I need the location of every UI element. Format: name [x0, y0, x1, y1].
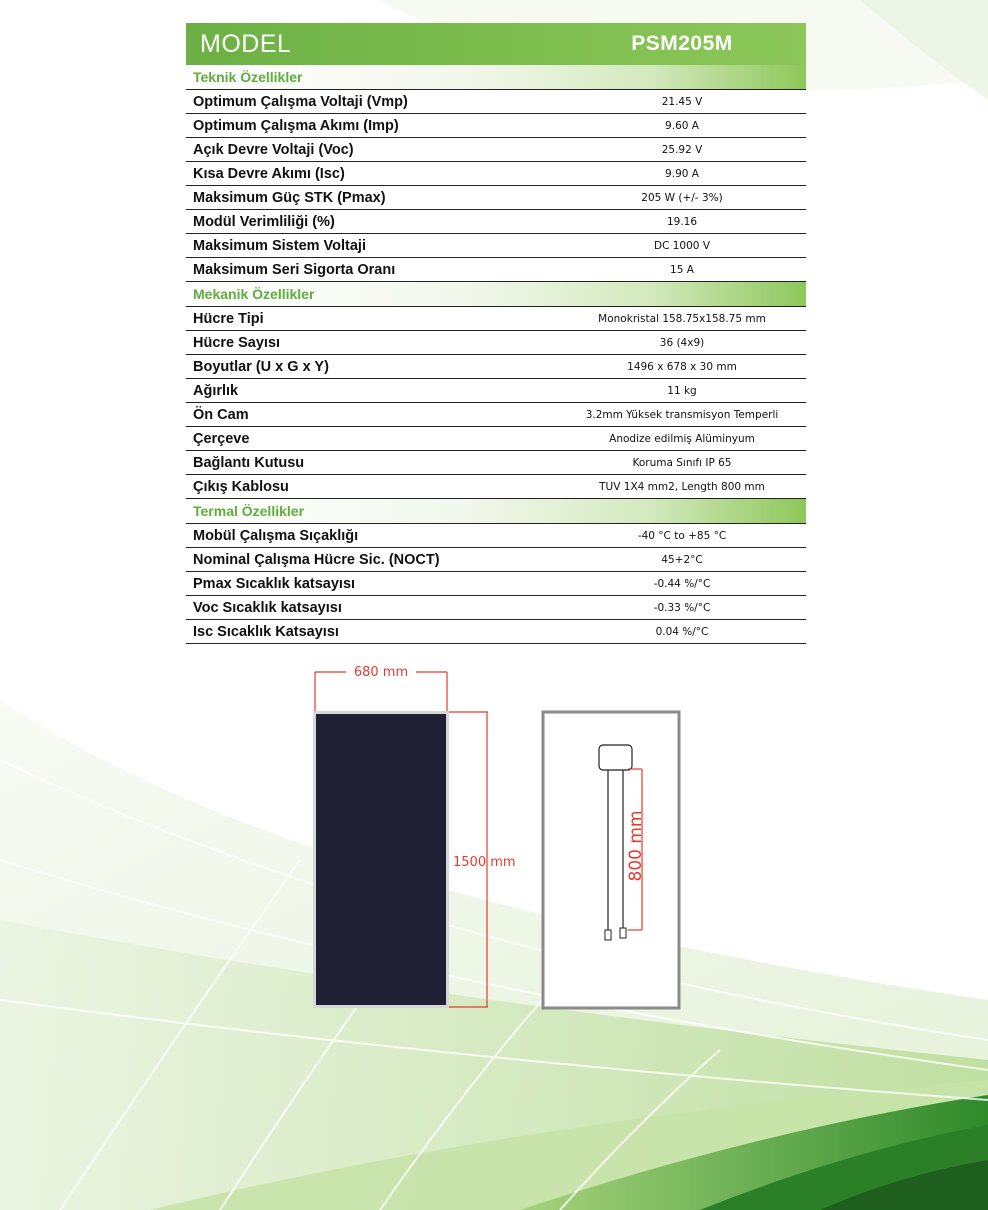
- spec-label: Voc Sıcaklık katsayısı: [193, 599, 342, 616]
- spec-value: 21.45 V: [661, 95, 703, 108]
- section-header: Mekanik Özellikler: [186, 282, 806, 307]
- spec-value: 36 (4x9): [659, 336, 705, 349]
- spec-label: Maksimum Seri Sigorta Oranı: [193, 261, 396, 278]
- spec-label: Açık Devre Voltaji (Voc): [193, 141, 354, 158]
- spec-label: Pmax Sıcaklık katsayısı: [193, 575, 356, 592]
- spec-label: Optimum Çalışma Akımı (Imp): [193, 117, 399, 134]
- spec-value: -40 °C to +85 °C: [637, 529, 727, 542]
- spec-label: Nominal Çalışma Hücre Sic. (NOCT): [193, 551, 440, 568]
- spec-value: 9.90 A: [665, 167, 699, 180]
- spec-value: 0.04 %/°C: [655, 625, 709, 638]
- model-label: MODEL: [200, 29, 292, 58]
- spec-value: 205 W (+/- 3%): [641, 191, 723, 204]
- spec-label: Isc Sıcaklık Katsayısı: [193, 623, 339, 640]
- spec-value: 15 A: [670, 263, 694, 276]
- spec-value: 45+2°C: [661, 553, 703, 566]
- height-dim-label: 1500 mm: [453, 855, 516, 870]
- spec-value: 19.16: [666, 215, 698, 228]
- width-dim-label: 680 mm: [353, 665, 409, 680]
- panel-front: [316, 714, 446, 1005]
- spec-value: 1496 x 678 x 30 mm: [627, 360, 737, 373]
- connector-right: [620, 928, 626, 938]
- spec-label: Ağırlık: [193, 382, 239, 399]
- section-header: Teknik Özellikler: [186, 65, 806, 90]
- junction-box: [599, 745, 632, 770]
- spec-value: 3.2mm Yüksek transmisyon Temperli: [585, 408, 779, 421]
- spec-value: 11 kg: [667, 384, 697, 397]
- spec-value: TUV 1X4 mm2, Length 800 mm: [599, 480, 765, 493]
- spec-label: Hücre Sayısı: [193, 334, 281, 351]
- spec-label: Optimum Çalışma Voltaji (Vmp): [193, 93, 408, 110]
- spec-label: Hücre Tipi: [193, 310, 264, 327]
- spec-label: Modül Verimliliği (%): [193, 213, 335, 230]
- cable-dim-label: 800 mm: [626, 810, 646, 882]
- spec-label: Bağlantı Kutusu: [193, 454, 305, 471]
- spec-label: Kısa Devre Akımı (Isc): [193, 165, 345, 182]
- spec-value: Anodize edilmiş Alüminyum: [609, 432, 755, 445]
- spec-value: DC 1000 V: [654, 239, 710, 252]
- spec-label: Ön Cam: [193, 406, 249, 423]
- product-name: PSM205M: [631, 32, 733, 55]
- spec-value: 25.92 V: [661, 143, 703, 156]
- spec-label: Mobül Çalışma Sıçaklığı: [193, 527, 359, 544]
- connector-left: [605, 930, 611, 940]
- spec-value: Koruma Sınıfı IP 65: [632, 456, 732, 469]
- spec-value: -0.44 %/°C: [653, 577, 711, 590]
- spec-value: 9.60 A: [665, 119, 699, 132]
- spec-label: Maksimum Sistem Voltaji: [193, 237, 366, 254]
- spec-value: -0.33 %/°C: [653, 601, 711, 614]
- section-header: Termal Özellikler: [186, 499, 806, 524]
- spec-value: Monokristal 158.75x158.75 mm: [598, 312, 766, 325]
- spec-label: Maksimum Güç STK (Pmax): [193, 189, 386, 206]
- spec-label: Çıkış Kablosu: [193, 478, 289, 495]
- spec-label: Boyutlar (U x G x Y): [193, 358, 329, 375]
- spec-label: Çerçeve: [193, 430, 250, 447]
